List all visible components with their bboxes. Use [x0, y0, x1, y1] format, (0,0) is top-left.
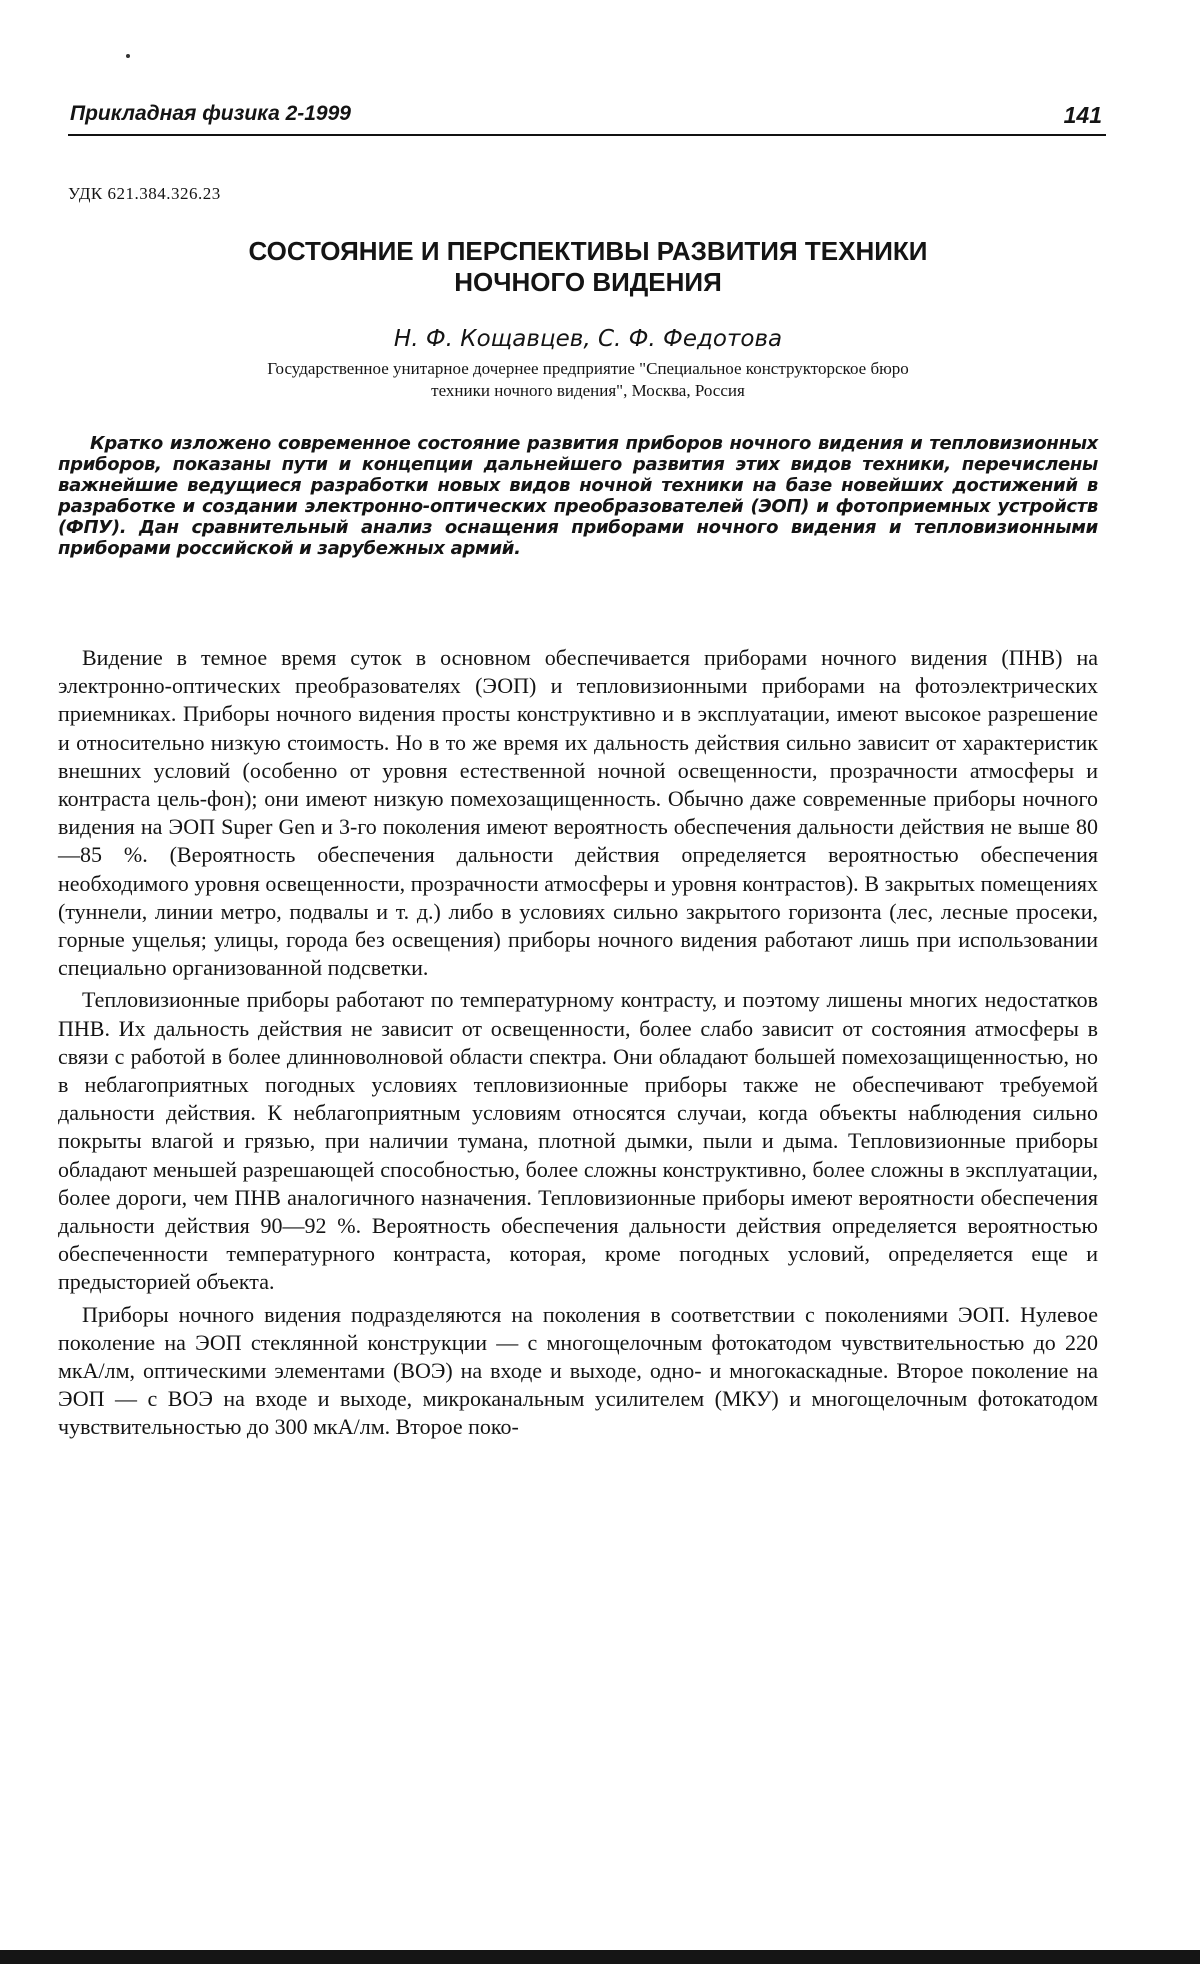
udk-code: УДК 621.384.326.23: [68, 184, 221, 203]
affiliation: [100, 358, 1076, 402]
body-text: [58, 644, 1098, 1446]
abstract: [58, 433, 1098, 559]
body-paragraph-3: Приборы ночного видения подразделяются на поколения в соответствии с поколениями ЭОП. Нулевое поколение на ЭОП стеклянной конструкции — с многощелочным фотокатодом чувствительностью до 220 мкА/лм, оптическими элементами (ВОЭ) на входе и выходе, одно- и многокаскадные. Второе поколение на ЭОП — с ВОЭ на входе и выходе, микроканальным усилителем (МКУ) и многощелочным фотокатодом чувствительностью до 300 мкА/лм. Второе поко-: [58, 1301, 1098, 1440]
affiliation-line-2: техники ночного видения", Москва, Россия: [431, 381, 745, 400]
scan-border: [0, 1950, 1200, 1964]
page-number: 141: [1063, 102, 1102, 128]
abstract-text: Кратко изложено современное состояние развития приборов ночного видения и тепловизионных приборов, показаны пути и концепции дальнейшего развития этих видов техники, перечислены важнейшие ведущиеся разработки новых видов ночной техники на базе новейших достижений в разработке и создании электронно-оптических преобразователей (ЭОП) и фотоприемных устройств (ФПУ). Дан сравнительный анализ оснащения приборами ночного видения и тепловизионными приборами российской и зарубежных армий.: [58, 433, 1098, 559]
article-title: [68, 236, 1108, 298]
body-paragraph-2: Тепловизионные приборы работают по температурному контрасту, и поэтому лишены многих недостатков ПНВ. Их дальность действия не зависит от освещенности, более слабо зависит от состояния атмосферы в связи с работой в более длинноволновой области спектра. Они обладают большей помехозащищенностью, но в неблагоприятных погодных условиях тепловизионные приборы также не обеспечивают требуемой дальности действия. К неблагоприятным условиям относятся случаи, когда объекты наблюдения сильно покрыты влагой и грязью, при наличии тумана, плотной дымки, пыли и дыма. Тепловизионные приборы обладают меньшей разрешающей способностью, более сложны конструктивно, более сложны в эксплуатации, более дороги, чем ПНВ аналогичного назначения. Тепловизионные приборы имеют вероятности обеспечения дальности действия 90—92 %. Вероятность обеспечения дальности действия определяется вероятностью обеспеченности температурного контраста, которая, кроме погодных условий, определяется еще и предысторией объекта.: [58, 987, 1098, 1295]
title-line-1: СОСТОЯНИЕ И ПЕРСПЕКТИВЫ РАЗВИТИЯ ТЕХНИКИ: [248, 236, 928, 266]
body-paragraph-1: Видение в темное время суток в основном обеспечивается приборами ночного видения (ПНВ) на электронно-оптических преобразователях (ЭОП) и тепловизионными приборами на фотоэлектрических приемниках. Приборы ночного видения просты конструктивно и в эксплуатации, имеют высокое разрешение и относительно низкую стоимость. Но в то же время их дальность действия сильно зависит от характеристик внешних условий (особенно от уровня естественной ночной освещенности, прозрачности атмосферы и контраста цель-фон); они имеют низкую помехозащищенность. Обычно даже современные приборы ночного видения на ЭОП Super Gen и 3-го поколения имеют вероятность обеспечения дальности действия не выше 80—85 %. (Вероятность обеспечения дальности действия определяется вероятностью обеспечения необходимого уровня освещенности, прозрачности атмосферы и уровня контрастов). В закрытых помещениях (туннели, линии метро, подвалы и т. д.) либо в условиях сильно закрытого горизонта (лес, лесные просеки, горные ущелья; улицы, города без освещения) приборы ночного видения работают лишь при использовании специально организованной подсветки.: [58, 645, 1098, 981]
authors: Н. Ф. Кощавцев, С. Ф. Федотова: [393, 326, 783, 352]
title-line-2: НОЧНОГО ВИДЕНИЯ: [454, 267, 722, 297]
affiliation-line-1: Государственное унитарное дочернее предприятие "Специальное конструкторское бюро: [267, 359, 909, 378]
scan-speck: [126, 54, 130, 58]
running-header: [68, 98, 1106, 136]
journal-name: Прикладная физика 2-1999: [70, 102, 351, 125]
